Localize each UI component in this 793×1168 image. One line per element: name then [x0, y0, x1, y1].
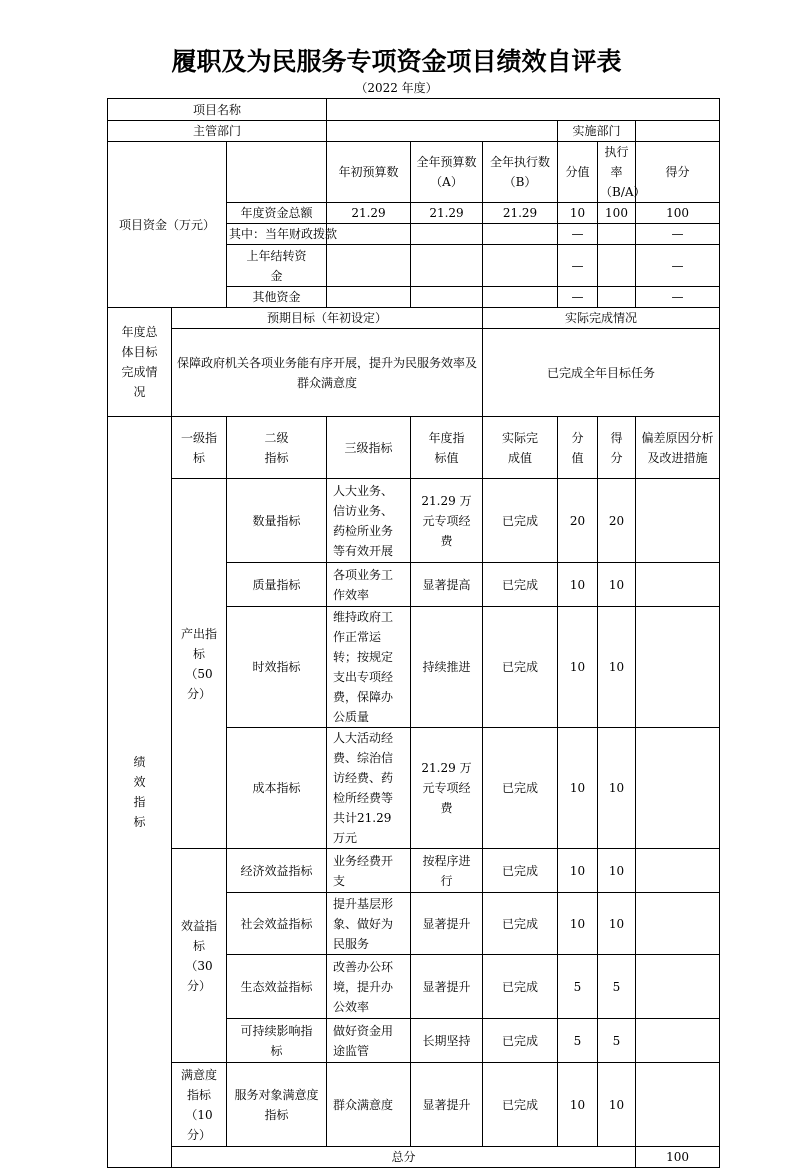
funds-header: 全年预算数（A） [411, 142, 483, 203]
points: 20 [558, 479, 598, 563]
deviation-note [636, 728, 720, 849]
level2-indicator: 经济效益指标 [227, 849, 327, 893]
level2-indicator: 数量指标 [227, 479, 327, 563]
target-value: 按程序进行 [411, 849, 483, 893]
indicator-header: 三级指标 [327, 417, 411, 479]
target-value: 持续推进 [411, 607, 483, 728]
level3-indicator: 群众满意度 [327, 1063, 411, 1147]
impl-dept-label: 实施部门 [558, 121, 636, 142]
funds-cell: — [558, 245, 598, 287]
funds-header: 年初预算数 [327, 142, 411, 203]
target-value: 长期坚持 [411, 1019, 483, 1063]
funds-cell [483, 245, 558, 287]
level3-indicator: 维持政府工作正常运转；按规定支出专项经费，保障办公质量 [327, 607, 411, 728]
target-value: 显著提升 [411, 955, 483, 1019]
funds-cell: 10 [558, 203, 598, 224]
funds-cell [411, 224, 483, 245]
actual-value: 已完成 [483, 479, 558, 563]
points: 10 [558, 893, 598, 955]
score: 5 [598, 955, 636, 1019]
funds-cell [598, 245, 636, 287]
actual-value: 已完成 [483, 893, 558, 955]
deviation-note [636, 479, 720, 563]
level3-indicator: 各项业务工作效率 [327, 563, 411, 607]
points: 10 [558, 607, 598, 728]
funds-cell: — [636, 287, 720, 308]
score: 10 [598, 1063, 636, 1147]
actual-value: 已完成 [483, 849, 558, 893]
target-value: 显著提升 [411, 1063, 483, 1147]
funds-cell [327, 245, 411, 287]
points: 5 [558, 955, 598, 1019]
actual-value: 已完成 [483, 607, 558, 728]
deviation-note [636, 893, 720, 955]
funds-cell: — [636, 224, 720, 245]
funds-row-label: 其他资金 [227, 287, 327, 308]
points: 10 [558, 1063, 598, 1147]
indicator-header: 分值 [558, 417, 598, 479]
indicator-header: 实际完成值 [483, 417, 558, 479]
evaluation-table [107, 98, 720, 1168]
funds-cell [483, 224, 558, 245]
score: 10 [598, 607, 636, 728]
expected-goal-text: 保障政府机关各项业务能有序开展，提升为民服务效率及群众满意度 [172, 329, 483, 417]
deviation-note [636, 563, 720, 607]
funds-row-label: 年度资金总额 [227, 203, 327, 224]
actual-value: 已完成 [483, 1063, 558, 1147]
total-points: 100 [636, 1147, 720, 1168]
expected-goal-header: 预期目标（年初设定） [172, 308, 483, 329]
impl-dept-value [636, 121, 720, 142]
level3-indicator: 改善办公环境，提升办公效率 [327, 955, 411, 1019]
level3-indicator: 做好资金用途监管 [327, 1019, 411, 1063]
funds-cell: — [636, 245, 720, 287]
level1-indicator: 效益指标（30分） [172, 849, 227, 1063]
project-name-value [327, 99, 720, 121]
actual-value: 已完成 [483, 728, 558, 849]
deviation-note [636, 607, 720, 728]
level3-indicator: 人大活动经费、综治信访经费、药检所经费等共计21.29 万元 [327, 728, 411, 849]
indicator-row [108, 479, 720, 563]
score: 20 [598, 479, 636, 563]
level2-indicator: 可持续影响指标 [227, 1019, 327, 1063]
target-value: 显著提升 [411, 893, 483, 955]
score: 5 [598, 1019, 636, 1063]
project-name-label: 项目名称 [108, 99, 327, 121]
indicators-section-label: 绩效指标 [108, 417, 172, 1168]
level2-indicator: 社会效益指标 [227, 893, 327, 955]
level3-indicator: 人大业务、信访业务、药检所业务等有效开展 [327, 479, 411, 563]
year-caption: （2022 年度） [355, 81, 438, 95]
indicator-header: 得分 [598, 417, 636, 479]
funds-cell: 100 [636, 203, 720, 224]
funds-cell [327, 224, 411, 245]
funds-cell [411, 287, 483, 308]
actual-value: 已完成 [483, 563, 558, 607]
funds-cell: — [558, 224, 598, 245]
score: 10 [598, 849, 636, 893]
points: 10 [558, 563, 598, 607]
points: 5 [558, 1019, 598, 1063]
target-value: 显著提高 [411, 563, 483, 607]
funds-header-blank [227, 142, 327, 203]
score: 10 [598, 893, 636, 955]
level2-indicator: 生态效益指标 [227, 955, 327, 1019]
score: 10 [598, 728, 636, 849]
funds-cell [411, 245, 483, 287]
score: 10 [598, 563, 636, 607]
funds-cell: 21.29 [411, 203, 483, 224]
indicator-header: 年度指标值 [411, 417, 483, 479]
actual-value: 已完成 [483, 955, 558, 1019]
funds-row-label: 其中：当年财政拨款 [227, 224, 327, 245]
deviation-note [636, 1063, 720, 1147]
points: 10 [558, 728, 598, 849]
goals-label: 年度总体目标完成情况 [108, 308, 172, 417]
indicator-header: 二级指标 [227, 417, 327, 479]
indicator-row [108, 1063, 720, 1147]
target-value: 21.29 万元专项经费 [411, 479, 483, 563]
indicator-header: 偏差原因分析及改进措施 [636, 417, 720, 479]
indicator-row [108, 849, 720, 893]
actual-value: 已完成 [483, 1019, 558, 1063]
actual-result-text: 已完成全年目标任务 [483, 329, 720, 417]
level2-indicator: 时效指标 [227, 607, 327, 728]
level1-indicator: 产出指标（50分） [172, 479, 227, 849]
page-title: 履职及为民服务专项资金项目绩效自评表 [171, 47, 622, 76]
level2-indicator: 服务对象满意度指标 [227, 1063, 327, 1147]
level3-indicator: 提升基层形象、做好为民服务 [327, 893, 411, 955]
total-label: 总分 [172, 1147, 636, 1168]
funds-cell [327, 287, 411, 308]
funds-header: 分值 [558, 142, 598, 203]
funds-cell [483, 287, 558, 308]
actual-result-header: 实际完成情况 [483, 308, 720, 329]
dept-value [327, 121, 558, 142]
target-value: 21.29 万元专项经费 [411, 728, 483, 849]
funds-label: 项目资金（万元） [108, 142, 227, 308]
funds-cell: — [558, 287, 598, 308]
funds-row-label: 上年结转资金 [227, 245, 327, 287]
funds-cell [598, 287, 636, 308]
level2-indicator: 质量指标 [227, 563, 327, 607]
dept-label: 主管部门 [108, 121, 327, 142]
funds-cell: 100 [598, 203, 636, 224]
points: 10 [558, 849, 598, 893]
deviation-note [636, 955, 720, 1019]
funds-cell: 21.29 [327, 203, 411, 224]
indicator-header: 一级指标 [172, 417, 227, 479]
funds-header: 执行率（B/A） [598, 142, 636, 203]
deviation-note [636, 1019, 720, 1063]
level1-indicator: 满意度指标（10分） [172, 1063, 227, 1147]
deviation-note [636, 849, 720, 893]
level3-indicator: 业务经费开支 [327, 849, 411, 893]
funds-header: 得分 [636, 142, 720, 203]
level2-indicator: 成本指标 [227, 728, 327, 849]
funds-header: 全年执行数（B） [483, 142, 558, 203]
funds-cell: 21.29 [483, 203, 558, 224]
funds-cell [598, 224, 636, 245]
